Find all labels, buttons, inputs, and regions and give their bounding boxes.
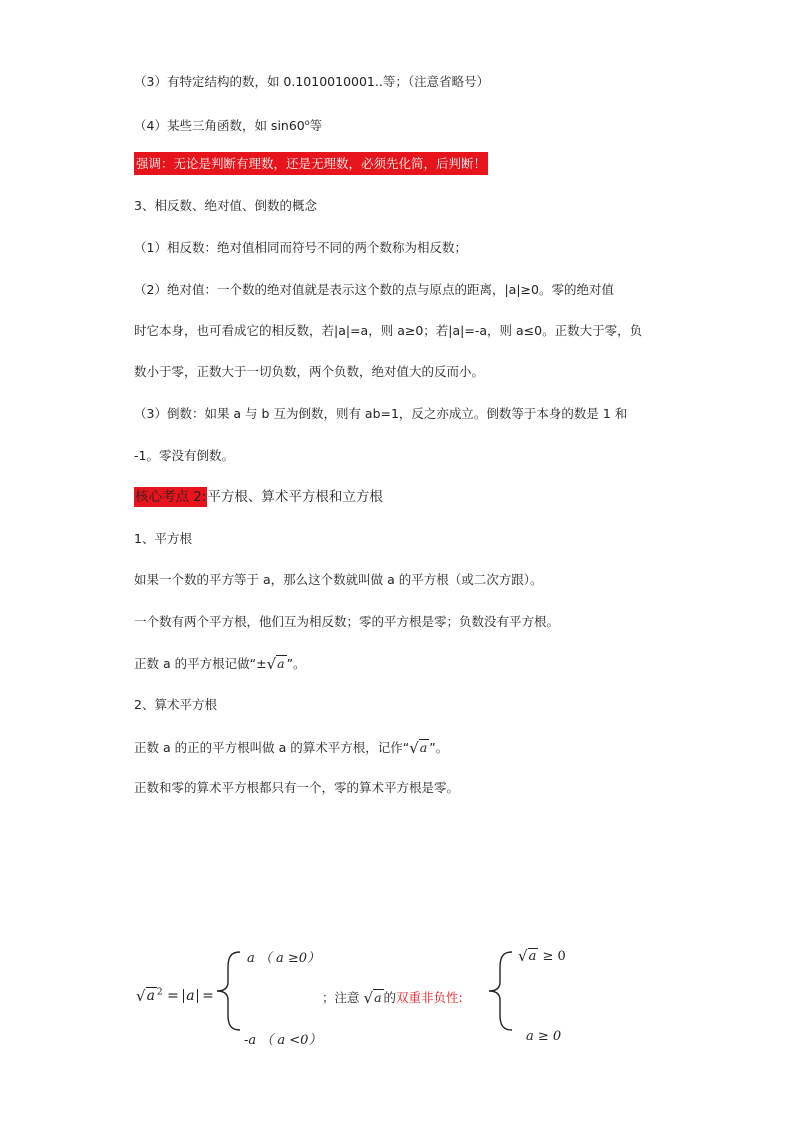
text-span: 等 <box>309 118 323 134</box>
case-positive: a （ a ≥0） <box>247 951 321 966</box>
property-sqrt-nonnegative <box>518 946 566 964</box>
text-line: 时它本身，也可看成它的相反数，若|a|=a，则 a≥0；若|a|=-a，则 a≤0。正数大于零，负 <box>134 323 643 338</box>
core-label: 核心考点 2: <box>135 489 207 505</box>
property-a-nonnegative: a ≥ 0 <box>526 1029 562 1044</box>
sqrt-expression: √a <box>136 987 155 1005</box>
section-heading: 3、相反数、绝对值、倒数的概念 <box>134 198 317 213</box>
text-line: -1。零没有倒数。 <box>134 448 234 463</box>
text-line: 一个数有两个平方根，他们互为相反数；零的平方根是零；负数没有平方根。 <box>134 614 560 629</box>
text-line: （3）有特定结构的数，如 0.1010010001..等；（注意省略号） <box>134 74 490 89</box>
degree-sup: o <box>304 118 310 127</box>
radicand: a <box>419 740 428 755</box>
note-text: ；注意 <box>322 990 360 1005</box>
square-exponent: 2 <box>156 987 163 998</box>
property-text: ≥ 0 <box>542 949 566 964</box>
double-nonnegativity-label: 双重非负性: <box>396 990 463 1005</box>
section-heading: 1、平方根 <box>134 531 192 546</box>
equals-sign: = <box>202 988 214 1004</box>
note-text: 的 <box>383 990 397 1005</box>
text-span: （4）某些三角函数，如 sin60 <box>134 118 305 134</box>
case-negative: -a （ a <0） <box>244 1033 322 1048</box>
text-line <box>134 654 306 673</box>
core-heading <box>134 488 383 506</box>
text-line <box>134 738 448 757</box>
sqrt-expression: √a <box>266 655 285 673</box>
text-line <box>134 114 322 135</box>
equals-sign: = <box>167 988 179 1004</box>
text-line: 正数和零的算术平方根都只有一个，零的算术平方根是零。 <box>134 780 460 795</box>
radicand: a <box>277 656 285 671</box>
right-brace-icon <box>486 950 516 1032</box>
radicand: a <box>146 988 155 1004</box>
sqrt-expression: √a <box>518 947 537 965</box>
text-line: （1）相反数：绝对值相同而符号不同的两个数称为相反数； <box>134 240 467 255</box>
formula-note <box>322 988 463 1006</box>
text-line: 如果一个数的平方等于 a，那么这个数就叫做 a 的平方根（或二次方跟）。 <box>134 572 543 587</box>
radicand: a <box>374 990 382 1005</box>
radicand: a <box>528 949 537 964</box>
left-brace-icon <box>214 950 244 1032</box>
formula-lhs <box>136 986 214 1004</box>
text-line: （2）绝对值：一个数的绝对值就是表示这个数的点与原点的距离，|a|≥0。零的绝对值 <box>134 282 614 297</box>
text-span: 正数 a 的平方根记做“± <box>134 656 267 671</box>
text-line: （3）倒数：如果 a 与 b 互为倒数，则有 ab=1，反之亦成立。倒数等于本身的数是 1 和 <box>134 406 628 421</box>
core-title: 平方根、算术平方根和立方根 <box>207 489 383 505</box>
text-span: 正数 a 的正的平方根叫做 a 的算术平方根，记作“ <box>134 740 410 755</box>
emphasis-note <box>134 155 488 173</box>
section-heading: 2、算术平方根 <box>134 697 217 712</box>
emphasis-text: 强调：无论是判断有理数，还是无理数，必须先化简，后判断！ <box>134 152 488 175</box>
text-span: ”。 <box>429 740 449 755</box>
sqrt-expression: √a <box>409 739 428 757</box>
text-span: ”。 <box>286 656 306 671</box>
text-line: 数小于零，正数大于一切负数，两个负数，绝对值大的反而小。 <box>134 364 485 379</box>
sqrt-expression: √a <box>363 989 382 1007</box>
absolute-value: a <box>183 989 197 1003</box>
